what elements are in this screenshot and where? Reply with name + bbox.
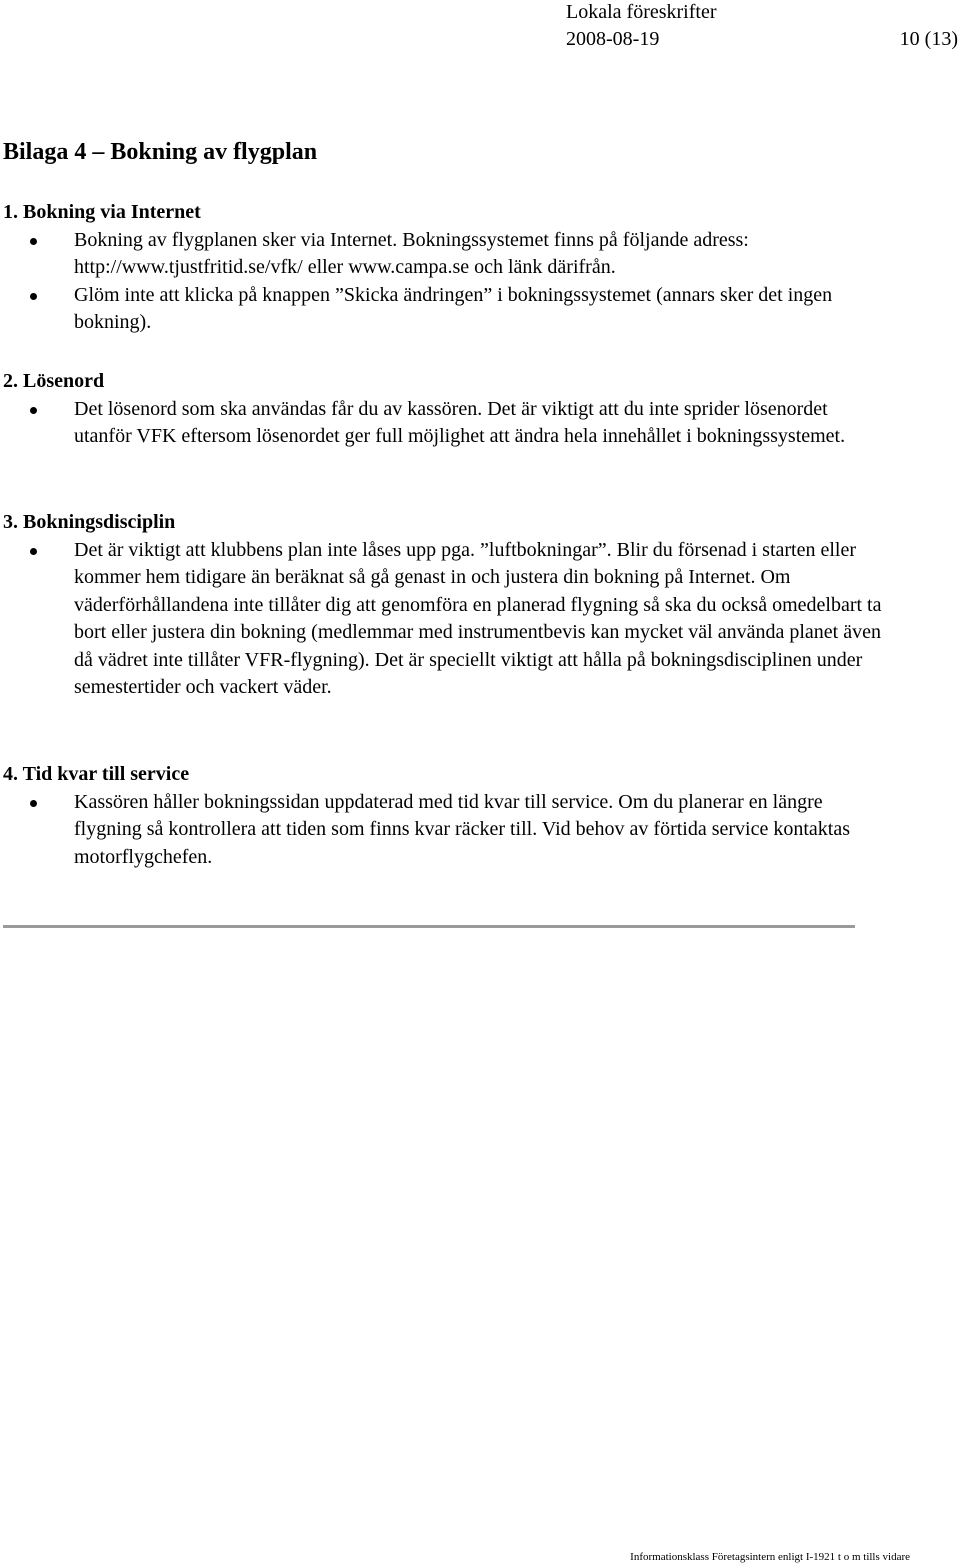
bullet-list xyxy=(3,789,883,872)
bullet-icon xyxy=(30,548,37,555)
bullet-list xyxy=(3,537,883,702)
bullet-text: Det är viktigt att klubbens plan inte låses upp pga. ”luftbokningar”. Blir du försenad i starten eller kommer hem tidigare än beräknat så gå genast in och justera din bokning på Internet. Om väderförhållandena inte tillåter dig att genomföra en planerad flygning så ska du också omedelbart ta bort eller justera din bokning (medlemmar med instrumentbevis kan mycket väl använda planet även då vädret inte tillåter VFR-flygning). Det är speciellt viktigt att hålla på bokningsdisciplinen under semestertider och vackert väder. xyxy=(74,538,882,698)
page-number: 10 (13) xyxy=(899,28,958,50)
page-header xyxy=(0,0,960,60)
section-password xyxy=(3,368,883,451)
bullet-item xyxy=(3,227,883,282)
section-heading: 1. Bokning via Internet xyxy=(3,201,201,223)
section-heading: 3. Bokningsdisciplin xyxy=(3,511,176,533)
bullet-list xyxy=(3,227,883,337)
bullet-list xyxy=(3,396,883,451)
section-booking-discipline xyxy=(3,509,883,702)
bullet-icon xyxy=(30,293,37,300)
header-title: Lokala föreskrifter xyxy=(566,1,717,23)
bullet-icon xyxy=(30,407,37,414)
bullet-icon xyxy=(30,800,37,807)
bullet-item xyxy=(3,396,883,451)
section-heading: 2. Lösenord xyxy=(3,370,105,392)
bullet-text: Bokning av flygplanen sker via Internet. Bokningssystemet finns på följande adress: http://www.tjustfritid.se/vfk/ eller www.campa.se och länk därifrån. xyxy=(74,228,749,278)
bullet-text: Kassören håller bokningssidan uppdaterad med tid kvar till service. Om du planerar en längre flygning så kontrollera att tiden som finns kvar räcker till. Vid behov av förtida service kontaktas motorflygchefen. xyxy=(74,790,850,868)
bullet-text: Glöm inte att klicka på knappen ”Skicka ändringen” i bokningssystemet (annars sker det ingen bokning). xyxy=(74,283,833,333)
bullet-text: Det lösenord som ska användas får du av kassören. Det är viktigt att du inte sprider lösenordet utanför VFK eftersom lösenordet ger full möjlighet att ändra hela innehållet i bokningssystemet. xyxy=(74,397,846,447)
footer-classification: Informationsklass Företagsintern enligt I-1921 t o m tills vidare xyxy=(630,1551,910,1563)
section-divider xyxy=(3,925,855,928)
bullet-item xyxy=(3,537,883,702)
bullet-item xyxy=(3,282,883,337)
section-time-to-service xyxy=(3,761,883,871)
section-heading: 4. Tid kvar till service xyxy=(3,763,190,785)
section-booking-via-internet xyxy=(3,199,883,337)
bullet-icon xyxy=(30,238,37,245)
header-date: 2008-08-19 xyxy=(566,28,660,50)
document-title: Bilaga 4 – Bokning av flygplan xyxy=(3,139,318,165)
bullet-item xyxy=(3,789,883,872)
